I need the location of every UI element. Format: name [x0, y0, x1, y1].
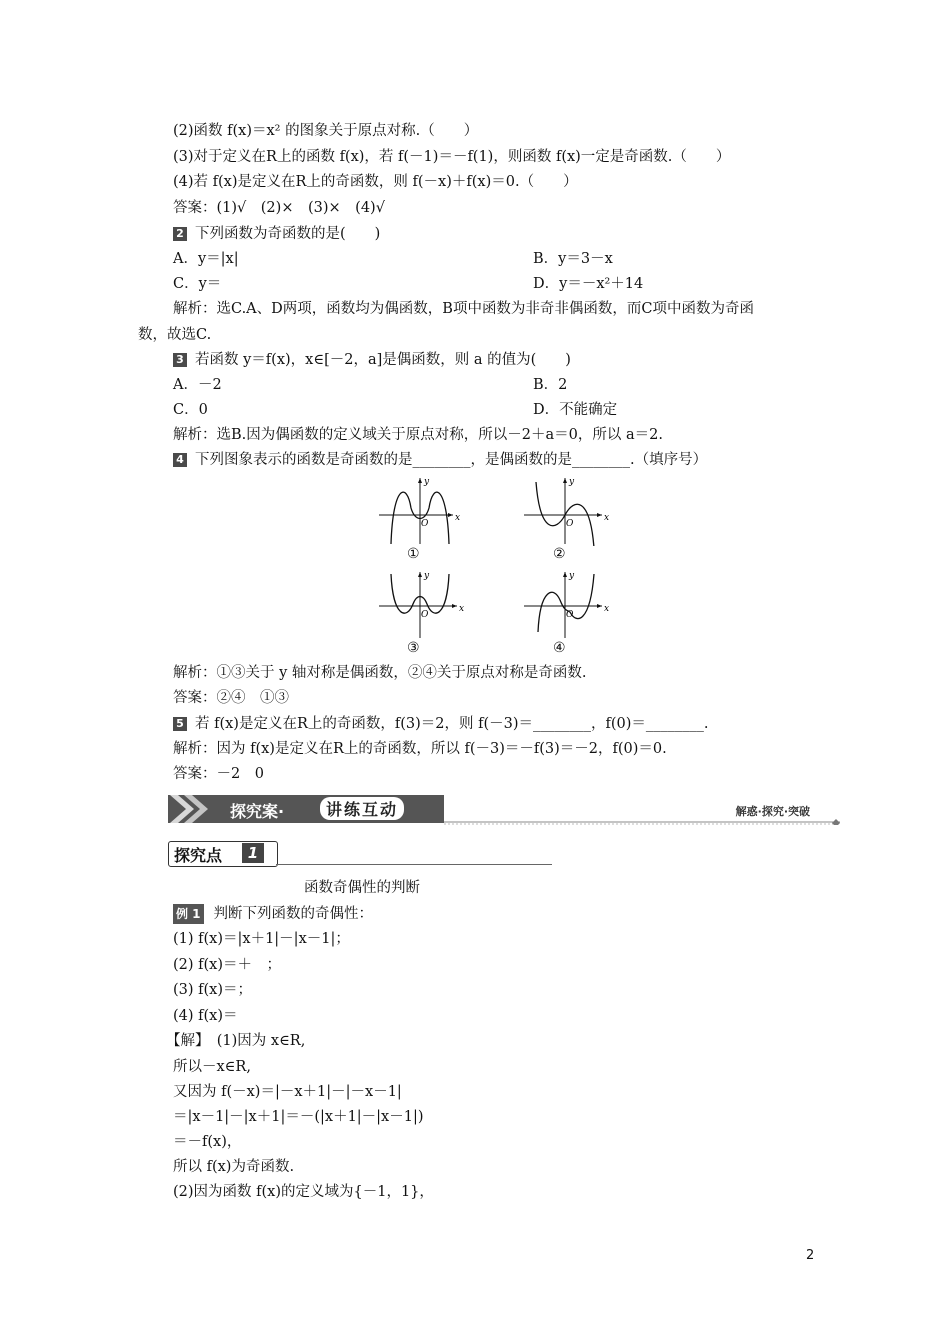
question-4: 4 下列图象表示的函数是奇函数的是________，是偶函数的是________.（填序号） — [173, 450, 707, 470]
q3-option-d: D．不能确定 — [533, 402, 618, 418]
graph-3-label: ③ — [407, 640, 420, 656]
solution-line-4: ＝|x－1|－|x＋1|＝－(|x＋1|－|x－1|) — [173, 1109, 424, 1125]
solution-line-6: 所以 f(x)为奇函数. — [173, 1159, 295, 1175]
svg-text:y: y — [424, 477, 430, 487]
graph-4-label: ④ — [553, 640, 566, 656]
banner-title: 探究案· — [230, 802, 285, 821]
example-item-1: (1) f(x)＝|x＋1|－|x－1|； — [173, 931, 350, 947]
question-number: 2 — [173, 227, 187, 241]
answer-1: 答案：(1)√ (2)× (3)× (4)√ — [173, 200, 385, 216]
svg-text:y: y — [569, 477, 575, 487]
question-5: 5 若 f(x)是定义在R上的奇函数，f(3)＝2，则 f(－3)＝________，f(0)＝________. — [173, 714, 709, 734]
q2-option-b: B．y＝3－x — [533, 251, 613, 267]
example-item-4: (4) f(x)＝ — [173, 1008, 238, 1024]
explore-point-header — [168, 841, 552, 867]
answer-5: 答案：－2 0 — [173, 766, 264, 782]
q3-option-a: A．－2 — [173, 377, 222, 393]
q5-solution: 解析：因为 f(x)是定义在R上的奇函数，所以 f(－3)＝－f(3)＝－2，f(0)＝0. — [173, 741, 667, 757]
answer-4: 答案：②④ ①③ — [173, 690, 289, 706]
question-number: 3 — [173, 353, 187, 367]
solution-line-7: (2)因为函数 f(x)的定义域为{－1，1}， — [173, 1184, 434, 1200]
q2-option-a: A．y＝|x| — [173, 251, 239, 267]
explore-point-label: 探究点 — [174, 846, 223, 865]
q1-item4: (4)若 f(x)是定义在R上的奇函数，则 f(－x)＋f(x)＝0.（ ） — [173, 174, 578, 190]
example-item-3: (3) f(x)＝； — [173, 982, 253, 998]
solution-line-3: 又因为 f(－x)＝|－x＋1|－|－x－1| — [173, 1084, 402, 1100]
q4-solution: 解析：①③关于 y 轴对称是偶函数，②④关于原点对称是奇函数. — [173, 665, 587, 681]
question-number: 5 — [173, 717, 187, 731]
q3-option-c: C．0 — [173, 402, 208, 418]
question-number: 4 — [173, 453, 187, 467]
q2-solution-cont: 数，故选C. — [138, 327, 212, 343]
svg-text:O: O — [421, 610, 429, 620]
solution-line-2: 所以－x∈R, — [173, 1059, 251, 1075]
solution-line-5: ＝－f(x)， — [173, 1134, 242, 1150]
q2-option-c: C．y＝ — [173, 276, 222, 292]
graph-1-label: ① — [407, 546, 420, 562]
banner-tag: 解惑·探究·突破 — [735, 805, 810, 818]
example-1: 例 1 判断下列函数的奇偶性： — [173, 904, 373, 924]
explore-point-number: 1 — [242, 843, 264, 863]
q1-item2: (2)函数 f(x)＝x² 的图象关于原点对称.（ ） — [173, 123, 479, 139]
svg-text:y: y — [569, 571, 575, 581]
svg-text:y: y — [424, 571, 430, 581]
q2-solution: 解析：选C.A、D两项，函数均为偶函数，B项中函数为非奇非偶函数，而C项中函数为奇函 — [173, 301, 755, 317]
q2-option-d: D．y＝－x²＋14 — [533, 276, 644, 292]
example-item-2: (2) f(x)＝＋ ； — [173, 957, 282, 973]
svg-text:O: O — [566, 610, 574, 620]
svg-text:O: O — [421, 519, 429, 529]
svg-text:x: x — [459, 604, 465, 614]
banner-subtitle: 讲练互动 — [320, 797, 404, 820]
graph-3 — [375, 568, 465, 640]
q1-item3: (3)对于定义在R上的函数 f(x)，若 f(－1)＝－f(1)，则函数 f(x)一定是奇函数.（ ） — [173, 149, 731, 165]
graph-1 — [375, 474, 465, 546]
example-tag: 例 1 — [173, 904, 204, 924]
graph-4 — [520, 568, 610, 640]
graph-2-label: ② — [553, 546, 566, 562]
svg-text:x: x — [604, 513, 610, 523]
q3-option-b: B．2 — [533, 377, 568, 393]
page-number: 2 — [806, 1248, 815, 1263]
section-banner — [168, 793, 840, 825]
solution-line-1: 【解】 (1)因为 x∈R, — [166, 1033, 306, 1049]
graph-2 — [520, 474, 610, 546]
question-2: 2 下列函数为奇函数的是( ) — [173, 224, 380, 244]
svg-text:x: x — [455, 513, 461, 523]
q3-solution: 解析：选B.因为偶函数的定义域关于原点对称，所以－2＋a＝0，所以 a＝2. — [173, 427, 663, 443]
svg-text:O: O — [566, 519, 574, 529]
section-title: 函数奇偶性的判断 — [304, 880, 420, 896]
svg-text:x: x — [604, 604, 610, 614]
question-3: 3 若函数 y＝f(x)，x∈[－2，a]是偶函数，则 a 的值为( ) — [173, 350, 571, 370]
